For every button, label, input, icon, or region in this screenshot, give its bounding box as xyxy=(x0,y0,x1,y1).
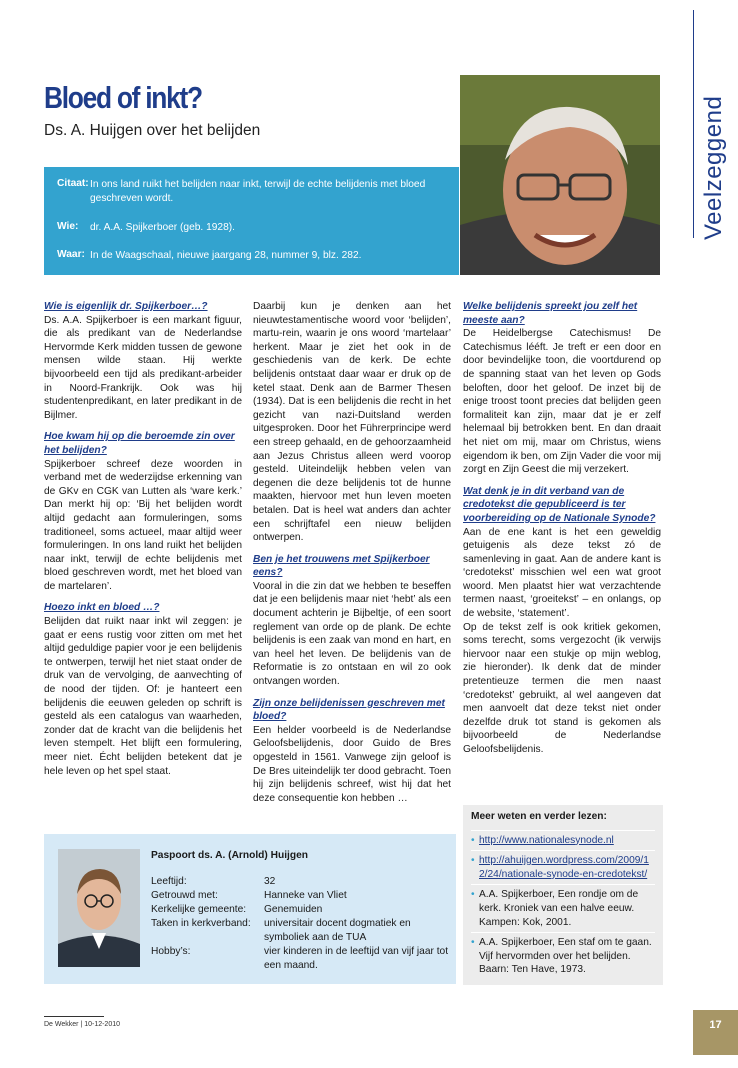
passport-value: vier kinderen in de leeftijd van vijf jaar tot een maand. xyxy=(264,946,449,971)
section-label: Veelzeggend xyxy=(700,95,727,240)
column-2 xyxy=(253,300,451,805)
passport-key: Leeftijd: xyxy=(151,876,187,887)
further-reading-list xyxy=(471,830,655,980)
column-3 xyxy=(463,300,661,757)
question-heading: Welke belijdenis spreekt jou zelf het meeste aan? xyxy=(463,301,638,326)
answer-paragraph: Belijden dat ruikt naar inkt wil zeggen: je gaat er eens rustig voor zitten om met het altijd geduldige papier voor je een belijdenis te ontwerpen, terwijl het niet staat onder de druk van de vervolging, de aanvechting of de nood der tijden. Of: je hanteert een belijdenis die eeuwen geleden op schrift is gesteld als een catalogus van waarheden, zonder dat de kracht van die belijdenis het leven stempelt. Het blijft een formulering, meer niet. Écht belijden betekent dat je hele leven op het spel staat. xyxy=(44,616,242,777)
question-heading: Wat denk je in dit verband van de credotekst die gepubliceerd is ter voorbereiding op de Nationale Synode? xyxy=(463,485,656,524)
answer-paragraph: Op de tekst zelf is ook kritiek gekomen, soms terecht, soms vergezocht (ik verwijs hiervoor naar een stukje op mijn weblog, zie hieronder). Ik denk dat de minder pretentieuze termen die men naast ‘credotekst’ gebruikt, al wel aangeven dat men aanvoelt dat deze tekst niet onder dezelfde druk tot stand is gekomen als bijvoorbeeld de Nederlandse Geloofsbelijdenis. xyxy=(463,621,661,755)
answer-paragraph: Spijkerboer schreef deze woorden in verband met de wederzijdse erkenning van de GKv en CGK van Lutten als ‘ware kerk.’ Dan merkt hij op: ‘Bij het belijden wordt altijd gedacht aan formuleringen, soms traditioneel, soms actueel, maar altijd weer formuleringen. In ons land ruikt het belijden naar inkt, terwijl de echte belijdenis met bloed geschreven wordt, met het bloed van de martelaren’. xyxy=(44,458,242,592)
column-1 xyxy=(44,300,242,778)
passport-row xyxy=(151,875,454,889)
who-text: dr. A.A. Spijkerboer (geb. 1928). xyxy=(90,222,235,233)
section-divider-line xyxy=(693,10,694,238)
question-heading: Zijn onze belijdenissen geschreven met bloed? xyxy=(253,697,445,723)
question-heading: Wie is eigenlijk dr. Spijkerboer…? xyxy=(44,301,208,312)
page-number: 17 xyxy=(693,1010,738,1055)
passport-value: Hanneke van Vliet xyxy=(264,890,347,901)
where-label: Waar: xyxy=(57,249,85,260)
passport-box xyxy=(44,834,456,984)
question-heading: Hoezo inkt en bloed …? xyxy=(44,602,160,614)
passport-row xyxy=(151,917,454,944)
passport-row xyxy=(151,945,454,972)
list-item: • A.A. Spijkerboer, Een staf om te gaan. Vijf hervormden over het belijden. Baarn: Ten Have, 1973. xyxy=(471,932,655,980)
passport-key: Taken in kerkverband: xyxy=(151,918,251,929)
quote-row xyxy=(57,178,450,205)
who-row xyxy=(57,221,450,235)
list-item: • A.A. Spijkerboer, Een rondje om de kerk. Kroniek van een halve eeuw. Kampen: Kok, 2001. xyxy=(471,884,655,932)
article-title: Bloed of inkt? xyxy=(44,80,202,115)
where-text: In de Waagschaal, nieuwe jaargang 28, nummer 9, blz. 282. xyxy=(90,250,362,261)
answer-paragraph: Daarbij kun je denken aan het nieuwtestamentische woord voor ‘belijden’, martu-rein, waarin je ons woord ‘martelaar’ herkent. Maar je ziet het ook in de geschiedenis van de kerk. De echte belijdenis ontstaat daar waar er druk op de ketel staat. Denk aan de Barmer Thesen (1934). Dat is een belijdenis die recht in het gezicht van nazi-Duitsland werden uitgesproken. Door het Führerprincipe werd een streep gehaald, en de gehoorzaamheid aan Jezus Christus alleen werd voorop gesteld. Uiteindelijk hebben velen van degenen die deze belijdenis tot de hunne maakten, hiervoor met hun leven moeten betalen. Dat is heel wat anders dan achter een schrijftafel een nieuw belijden ontwerpen. xyxy=(253,301,451,544)
passport-title: Paspoort ds. A. (Arnold) Huijgen xyxy=(151,850,308,861)
where-row xyxy=(57,249,450,263)
list-item xyxy=(471,850,655,884)
answer-paragraph: Een helder voorbeeld is de Nederlandse Geloofsbelijdenis, door Guido de Bres opgesteld in 1561. Vanwege zijn geloof is De Bres uiteindelijk ter dood gebracht. Toen hij zijn belijdenis schreef, wist hij dat het deze consequentie kon hebben … xyxy=(253,724,451,804)
list-item xyxy=(471,830,655,851)
answer-paragraph: De Heidelbergse Catechismus! De Catechismus lééft. Je treft er een door en door bevindelijke toon, die voortdurend op de spanning staat van het leven op Gods beloften, door het geloof. De inzet bij de enige troost toont precies dat belijden geen formaliteit kan zijn, maar dat je er zelf helemaal bij betrokken bent. En dan draait het niet om mij, maar om Christus, wiens eigendom ik ben, om Zijn Vader die voor mij zorgt en Zijn Geest die mij verzekert. xyxy=(463,328,661,476)
passport-value: universitair docent dogmatiek en symboliek aan de TUA xyxy=(264,918,411,943)
passport-row xyxy=(151,903,454,917)
passport-row xyxy=(151,889,454,903)
link-nationalesynode[interactable]: http://www.nationalesynode.nl xyxy=(479,834,614,846)
question-heading: Ben je het trouwens met Spijkerboer eens? xyxy=(253,553,430,579)
who-label: Wie: xyxy=(57,221,79,232)
portrait-photo-huijgen xyxy=(58,849,140,967)
footer-divider xyxy=(44,1016,104,1017)
publication-footer: De Wekker | 10-12-2010 xyxy=(44,1021,121,1028)
answer-paragraph: Aan de ene kant is het een geweldig getuigenis als deze tekst zó de samenleving in gaat. Aan de andere kant is ‘credotekst’ misschien wel een wat groot woord. Men plaatst hier wat verzachtende termen naast, ‘groeitekst’ – en onlangs, op de website, ‘statement’. xyxy=(463,526,661,620)
portrait-photo-spijkerboer xyxy=(460,75,660,275)
answer-paragraph: Ds. A.A. Spijkerboer is een markant figuur, die als predikant van de Nederlandse Hervormde Kerk midden tussen de gewone mensen wilde staan. Hij werkte bijvoorbeeld een tijd als predikant-arbeider in Noord-Frankrijk. Ook was hij studentenpredikant, en later predikant in de Bijlmer. xyxy=(44,314,242,421)
quote-text: In ons land ruikt het belijden naar inkt, terwijl de echte belijdenis met bloed geschreven wordt. xyxy=(90,179,426,204)
passport-key: Getrouwd met: xyxy=(151,890,218,901)
question-heading: Hoe kwam hij op die beroemde zin over het belijden? xyxy=(44,431,235,456)
further-reading-box xyxy=(463,805,663,985)
article-subtitle: Ds. A. Huijgen over het belijden xyxy=(44,122,261,139)
passport-key: Kerkelijke gemeente: xyxy=(151,904,247,915)
answer-paragraph: Vooral in die zin dat we hebben te beseffen dat je een belijdenis maar niet ‘hebt’ als een document achterin je Bijbeltje, of een soort reglement van orde op de plank. De echte belijdenis is een zaak van mond en hart, en van heel het leven. De belijdenis van de Reformatie is zo ontstaan en wil zo ook ontvangen worden. xyxy=(253,580,451,688)
passport-value: Genemuiden xyxy=(264,904,323,915)
quote-label: Citaat: xyxy=(57,178,89,189)
passport-value: 32 xyxy=(264,876,276,887)
further-reading-title: Meer weten en verder lezen: xyxy=(471,811,607,822)
link-weblog[interactable]: http://ahuijgen.wordpress.com/2009/12/24/nationale-synode-en-credotekst/ xyxy=(479,855,649,880)
quote-box xyxy=(44,167,459,275)
passport-key: Hobby’s: xyxy=(151,946,191,957)
